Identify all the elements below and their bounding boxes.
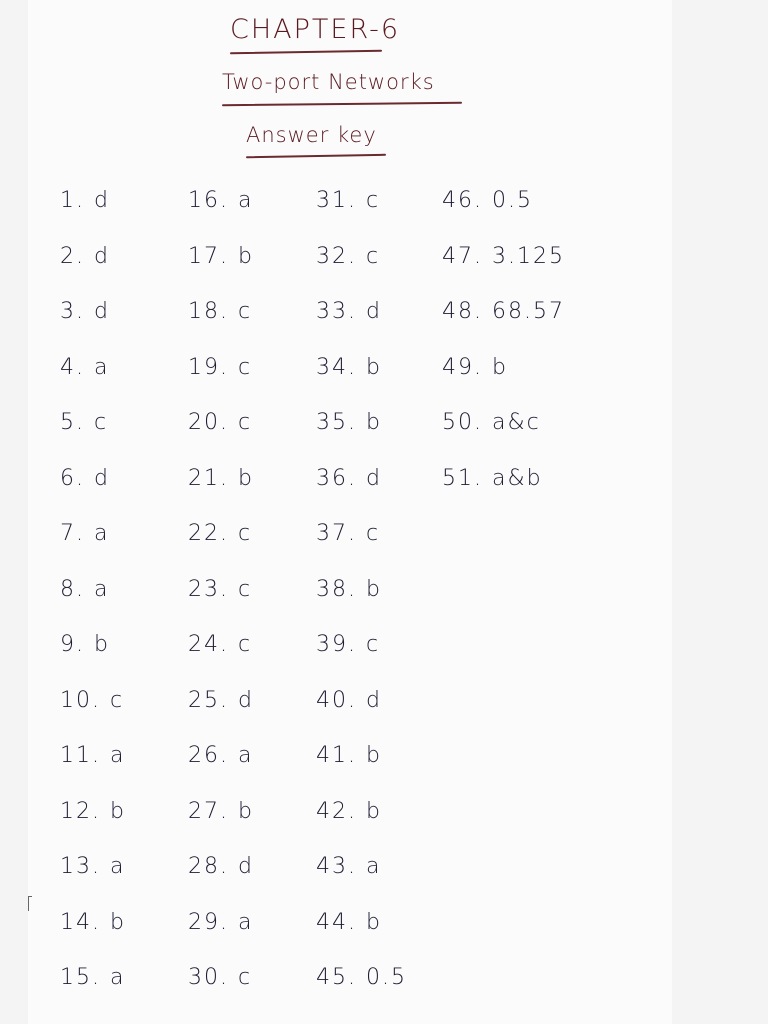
answer-item: 33. d [316,299,382,324]
answer-item: 34. b [316,354,382,380]
page-subtitle: Two-port Networks [222,70,435,94]
answer-item: 25. d [188,687,254,713]
answer-item: 22. c [188,521,253,546]
answer-item: 2. d [60,243,110,269]
answer-item: 12. b [60,798,126,824]
answer-item: 26. a [188,743,254,768]
pencil-mark [28,896,32,911]
answer-item: 17. b [188,243,254,269]
answer-item: 36. d [316,465,382,491]
answer-item: 42. b [316,798,382,824]
section-heading: Answer key [246,123,377,147]
answer-item: 29. a [188,909,254,935]
answer-item: 43. a [316,854,382,879]
answer-item: 16. a [188,188,254,213]
answer-item: 13. a [60,854,126,879]
answer-item: 6. d [60,465,110,491]
answer-item: 10. c [60,687,125,713]
page-title: CHAPTER-6 [230,14,401,45]
answer-item: 45. 0.5 [316,965,407,990]
answer-item: 46. 0.5 [442,188,533,213]
answer-item: 39. c [316,632,381,657]
answer-item: 11. a [60,743,126,768]
answer-item: 24. c [188,632,253,657]
answer-item: 20. c [188,410,253,435]
answer-item: 37. c [316,521,381,546]
answer-item: 51. a&b [442,465,543,491]
answer-item: 1. d [60,188,110,213]
answer-item: 7. a [60,521,110,546]
answer-item: 15. a [60,965,126,990]
answer-item: 5. c [60,410,109,435]
answer-item: 14. b [60,909,126,935]
answer-item: 18. c [188,299,253,324]
answer-item: 31. c [316,188,381,213]
answer-item: 40. d [316,687,382,713]
answer-item: 50. a&c [442,410,541,435]
answer-item: 41. b [316,743,382,768]
answer-item: 27. b [188,798,254,824]
answer-item: 9. b [60,632,110,657]
answer-item: 30. c [188,965,253,990]
answer-item: 19. c [188,354,253,380]
answer-item: 21. b [188,465,254,491]
answer-item: 35. b [316,410,382,435]
answer-item: 3. d [60,299,110,324]
answer-item: 47. 3.125 [442,243,565,269]
answer-item: 48. 68.57 [442,299,565,324]
answer-item: 28. d [188,854,254,879]
answer-item: 49. b [442,354,508,380]
answer-item: 8. a [60,576,110,602]
answer-item: 4. a [60,354,110,380]
answer-item: 32. c [316,243,381,269]
answer-item: 44. b [316,909,382,935]
answer-item: 23. c [188,576,253,602]
answer-item: 38. b [316,576,382,602]
